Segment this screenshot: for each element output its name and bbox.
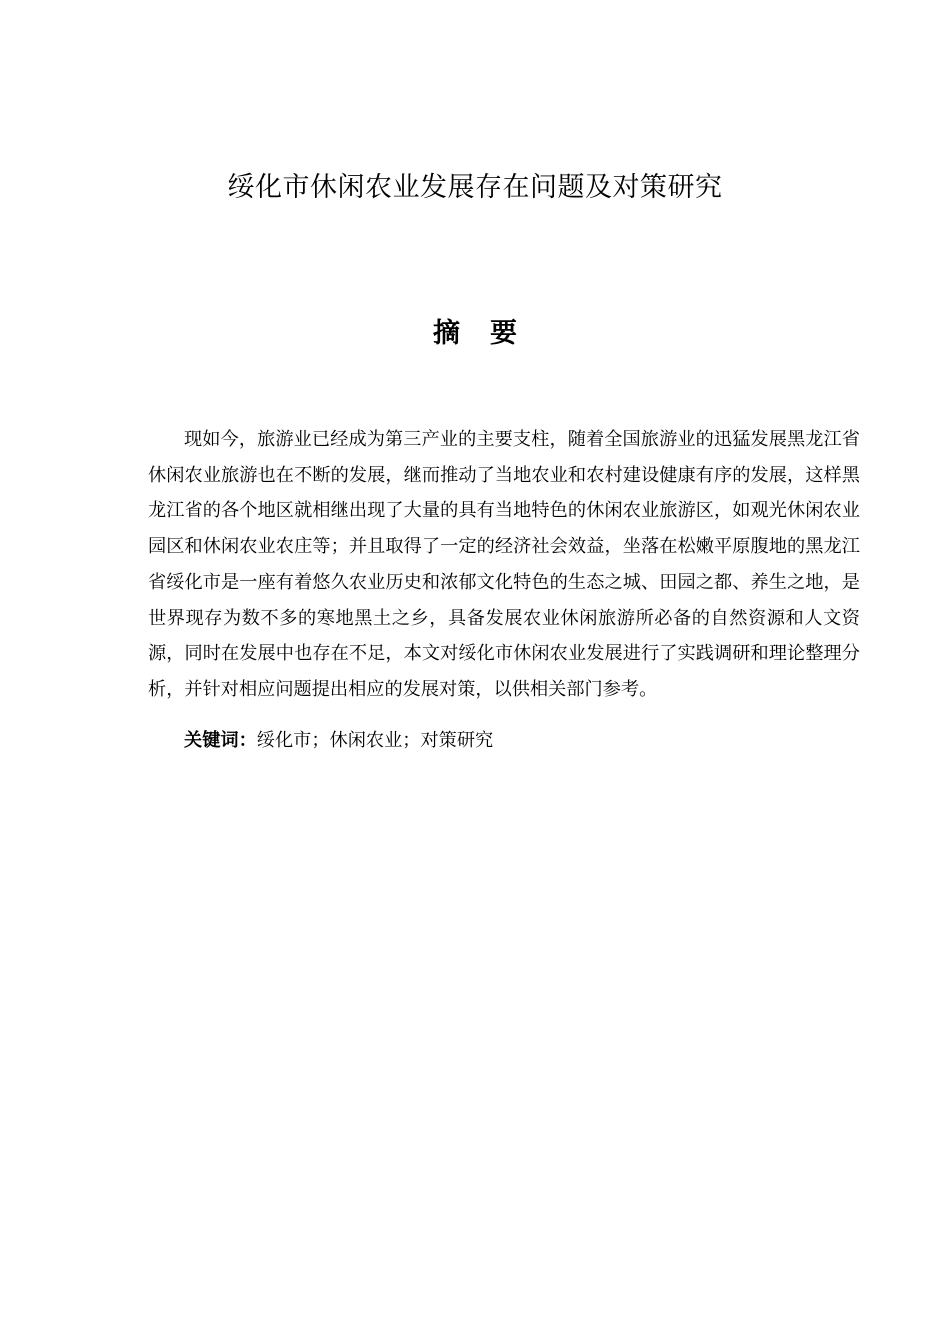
abstract-body: 现如今，旅游业已经成为第三产业的主要支柱，随着全国旅游业的迅猛发展黑龙江省休闲农业旅游也在不断的发展，继而推动了当地农业和农村建设健康有序的发展，这样黑龙江省的各个地区就相继出现了大量的具有当地特色的休闲农业旅游区，如观光休闲农业园区和休闲农业农庄等；并且取得了一定的经济社会效益，坐落在松嫩平原腹地的黑龙江省绥化市是一座有着悠久农业历史和浓郁文化特色的生态之城、田园之都、养生之地，是世界现存为数不多的寒地黑土之乡，具备发展农业休闲旅游所必备的自然资源和人文资源，同时在发展中也存在不足，本文对绥化市休闲农业发展进行了实践调研和理论整理分析，并针对相应问题提出相应的发展对策，以供相关部门参考。: [148, 429, 860, 700]
keywords-label: 关键词：: [184, 730, 257, 751]
abstract-heading: 摘要: [433, 318, 547, 349]
document-title: 绥化市休闲农业发展存在问题及对策研究: [227, 172, 723, 203]
keywords-text: 绥化市；休闲农业；对策研究: [256, 730, 494, 751]
keywords-line: [184, 726, 860, 756]
